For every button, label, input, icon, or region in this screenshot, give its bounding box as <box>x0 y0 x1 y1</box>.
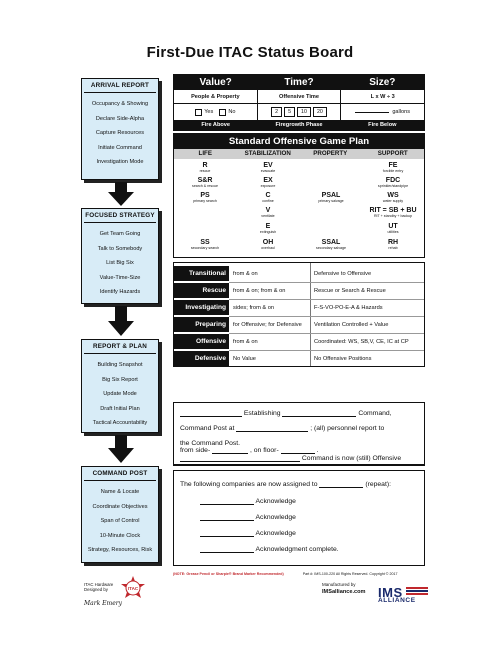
plan-sub: RIT + standby + backup <box>373 214 413 218</box>
mode-positions: for Offensive; for Defensive <box>233 321 302 328</box>
plan-code: EV <box>263 162 273 169</box>
plan-code: R <box>202 162 208 169</box>
command-label: Command, <box>358 410 392 417</box>
list-item: Value-Time-Size <box>99 274 141 281</box>
game-plan-title: Standard Offensive Game Plan <box>174 134 424 149</box>
table-row <box>174 334 424 349</box>
list-item: 10-Minute Clock <box>99 532 141 539</box>
plan-sub: confine <box>262 199 274 203</box>
list-item: Talk to Somebody <box>97 245 143 252</box>
manufactured-label: Manufactured by <box>322 582 356 587</box>
plan-sub: exposure <box>260 184 276 188</box>
command-statement-box-cont <box>173 444 425 466</box>
fire-above-label: Fire Above <box>201 122 231 128</box>
plan-code: E <box>265 223 271 230</box>
list-item: Big Six Report <box>102 376 138 383</box>
time-option[interactable]: 20 <box>313 107 327 117</box>
list-item: Capture Resources <box>95 130 145 137</box>
plan-sub: water supply <box>382 199 404 203</box>
arrival-report-header: ARRIVAL REPORT <box>84 82 156 93</box>
plan-sub: extinguish <box>259 230 277 234</box>
plan-code: SSAL <box>321 239 341 246</box>
command-name-field[interactable] <box>180 410 242 417</box>
from-side-label: from side- <box>180 447 211 454</box>
on-floor-label: , on floor- <box>250 447 279 454</box>
company-field[interactable] <box>200 498 254 505</box>
game-plan-block <box>173 133 425 258</box>
assigned-label: The following companies are now assigned to <box>180 481 318 488</box>
side-field[interactable] <box>212 447 248 454</box>
floor-field[interactable] <box>281 447 315 454</box>
hardware-label: ITAC Hardware <box>84 582 114 587</box>
page-title: First-Due ITAC Status Board <box>146 44 354 61</box>
footer-note <box>173 572 397 576</box>
command-post-header: COMMAND POST <box>84 470 156 481</box>
mode-description: Rescue or Search & Rescue <box>314 287 386 294</box>
mode-label: Offensive <box>174 334 229 349</box>
mode-label: Transitional <box>174 266 229 281</box>
down-arrow-icon <box>108 306 134 336</box>
mode-positions: No Value <box>233 355 256 362</box>
plan-code: SS <box>200 239 210 246</box>
list-item: Name & Locate <box>100 489 140 495</box>
mode-label: Defensive <box>174 351 229 366</box>
plan-sub: rescue <box>199 169 211 173</box>
plan-code: RIT = SB + BU <box>369 207 417 214</box>
people-property-label: People & Property <box>191 93 240 100</box>
all-report-label: ; (all) personnel report to <box>310 425 385 432</box>
list-item: Initiate Command <box>98 144 142 151</box>
plan-sub: forcible entry <box>382 169 404 173</box>
gallons-field[interactable] <box>355 112 389 113</box>
mode-positions: from & on <box>233 338 258 345</box>
col-stabilization: STABILIZATION <box>244 150 291 157</box>
size-formula-label: L x W ÷ 3 <box>340 90 424 103</box>
fire-below-label: Fire Below <box>368 122 397 128</box>
plan-code: RH <box>387 239 399 246</box>
time-option[interactable]: 2 <box>271 107 282 117</box>
arrival-report-panel <box>81 78 159 180</box>
plan-code: EX <box>263 177 273 184</box>
mode-label: Preparing <box>174 317 229 332</box>
report-plan-header: REPORT & PLAN <box>84 343 156 354</box>
no-label: No <box>228 109 236 115</box>
plan-sub: ventilate <box>261 214 275 218</box>
mode-positions: sides; from & on <box>233 304 275 311</box>
table-row <box>174 351 424 366</box>
plan-code: S&R <box>197 177 213 184</box>
list-item: Identify Hazards <box>99 289 141 296</box>
flag-icon <box>406 587 428 595</box>
plan-code: C <box>265 192 271 199</box>
the-cp-label: the Command Post. <box>180 440 241 447</box>
offensive-time-label: Offensive Time <box>257 90 341 103</box>
col-life: LIFE <box>198 150 212 157</box>
no-checkbox[interactable] <box>219 109 226 116</box>
plan-sub: sprinkler/standpipe <box>377 184 409 188</box>
plan-sub: secondary salvage <box>316 246 346 250</box>
plan-sub: primary salvage <box>318 199 344 203</box>
down-arrow-icon <box>108 182 134 206</box>
plan-sub: primary search <box>193 199 217 203</box>
mode-description: No Offensive Positions <box>314 355 372 362</box>
mode-description: Coordinated: WS, SB,V, CE, IC at CP <box>314 338 409 345</box>
table-row <box>174 317 424 332</box>
vts-header-bar <box>174 75 424 90</box>
vts-footer-bar <box>174 120 424 130</box>
table-row <box>174 300 424 315</box>
mode-label: Investigating <box>174 300 229 315</box>
time-option[interactable]: 5 <box>284 107 295 117</box>
plan-sub: overhaul <box>261 246 275 250</box>
assignment-field[interactable] <box>319 481 363 488</box>
value-time-size-block <box>173 74 425 131</box>
badge-text: ITAC <box>127 586 139 591</box>
mode-description: Ventilation Controlled + Value <box>314 321 389 328</box>
plan-sub: utilities <box>387 230 399 234</box>
designer-signature: Mark Emery <box>84 600 123 607</box>
dot-label: . <box>316 447 319 454</box>
repeat-label: (repeat): <box>365 481 391 488</box>
list-item: Draft Initial Plan <box>100 405 140 412</box>
mode-description: F-S-VO-PO-E-A & Hazards <box>314 304 383 311</box>
yes-label: Yes <box>204 109 214 115</box>
time-option[interactable]: 10 <box>297 107 311 117</box>
copyright-note: Part #: IMS-100-220 All Rights Reserved. Copyright © 2017 <box>302 572 398 576</box>
list-item: Get Team Going <box>99 231 141 237</box>
size-heading: Size? <box>369 77 396 88</box>
command-type-field[interactable] <box>282 410 356 417</box>
focused-strategy-header: FOCUSED STRATEGY <box>84 212 156 223</box>
ack-label: Acknowledge <box>255 498 296 505</box>
ims-logo-text: IMS <box>378 585 403 600</box>
plan-sub: rehab <box>388 246 398 250</box>
mode-positions: from & on <box>233 270 258 277</box>
designer-credit <box>84 582 113 592</box>
mode-positions: from & on; from & on <box>233 287 286 294</box>
list-item: Investigation Mode <box>96 159 144 166</box>
mode-table <box>173 262 425 367</box>
command-post-panel <box>81 466 159 563</box>
gallons-label: gallons <box>392 109 411 115</box>
alliance-logo-text: ALLIANCE <box>378 597 416 604</box>
table-row <box>174 266 424 281</box>
post-at-label: Command Post at <box>180 425 235 432</box>
list-item: Tactical Accountability <box>92 420 148 427</box>
company-field[interactable] <box>200 530 254 537</box>
plan-code: V <box>265 207 271 214</box>
establishing-label: Establishing <box>243 410 281 417</box>
report-plan-panel <box>81 339 159 433</box>
plan-sub: evacuate <box>260 169 276 173</box>
marker-note: (NOTE: Grease Pencil or Sharpie® Brand Marker Recommended) <box>173 572 284 576</box>
focused-strategy-panel <box>81 208 159 304</box>
list-item: Strategy, Resources, Risk <box>87 547 153 554</box>
ack-label: Acknowledge <box>255 530 296 537</box>
list-item: Coordinate Objectives <box>92 503 148 510</box>
value-heading: Value? <box>199 77 232 88</box>
company-field[interactable] <box>200 514 254 521</box>
time-heading: Time? <box>284 77 314 88</box>
plan-code: FDC <box>385 177 401 184</box>
list-item: Update Mode <box>103 391 137 398</box>
offensive-label: Command is now (still) Offensive <box>301 455 402 462</box>
company-field[interactable] <box>200 546 254 553</box>
manufacturer-site: IMSalliance.com <box>322 588 366 595</box>
itac-badge-icon <box>120 575 146 601</box>
mode-label: Rescue <box>174 283 229 298</box>
col-property: PROPERTY <box>313 150 348 157</box>
yes-checkbox[interactable] <box>195 109 202 116</box>
down-arrow-icon <box>108 435 134 463</box>
plan-sub: secondary search <box>190 246 220 250</box>
plan-code: PSAL <box>321 192 341 199</box>
plan-code: UT <box>388 223 398 230</box>
list-item: Building Snapshot <box>97 362 143 368</box>
designed-by-label: Designed by <box>84 587 108 592</box>
ack-label: Acknowledge <box>255 514 296 521</box>
col-support: SUPPORT <box>377 150 408 157</box>
plan-code: FE <box>388 162 398 169</box>
plan-code: OH <box>262 239 274 246</box>
post-location-field[interactable] <box>236 425 308 432</box>
list-item: List Big Six <box>106 260 134 267</box>
plan-code: PS <box>200 192 210 199</box>
firegrowth-label: Firegrowth Phase <box>275 122 323 128</box>
list-item: Declare Side-Alpha <box>95 115 145 122</box>
manufacturer-block <box>322 582 366 595</box>
plan-code: WS <box>387 192 399 199</box>
assignment-box <box>173 470 425 566</box>
plan-sub: search & rescue <box>192 184 218 188</box>
table-row <box>174 283 424 298</box>
list-item: Span of Control <box>100 518 140 525</box>
ack-complete-label: Acknowledgment complete. <box>255 546 339 553</box>
list-item: Occupancy & Showing <box>91 101 149 107</box>
mode-description: Defensive to Offensive <box>314 270 372 277</box>
